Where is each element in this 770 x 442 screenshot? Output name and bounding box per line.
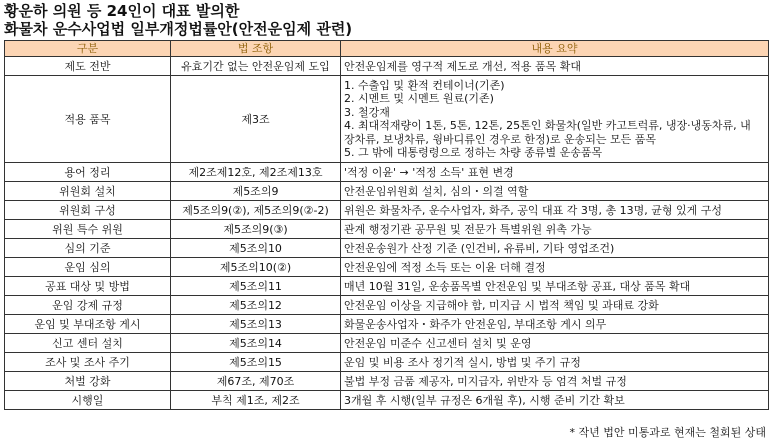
table-row: [5, 76, 769, 163]
bill-summary-table: [4, 40, 769, 410]
row-law: 제5조의9(③): [171, 220, 341, 239]
row-summary: 안전운임에 적정 소득 또는 이윤 더해 결정: [341, 258, 769, 277]
row-law: 제5조의12: [171, 296, 341, 315]
summary-list-item: 1. 수출입 및 환적 컨테이너(기존): [344, 78, 505, 92]
summary-list-item: 5. 그 밖에 대통령령으로 정하는 차량 종류별 운송품목: [344, 146, 603, 159]
row-category: 용어 정리: [5, 163, 171, 182]
row-summary: 불법 부정 금품 제공자, 미지급자, 위반자 등 엄격 처벌 규정: [341, 372, 769, 391]
table-row: [5, 182, 769, 201]
row-category: 제도 전반: [5, 57, 171, 76]
row-category: 운임 및 부대조항 게시: [5, 315, 171, 334]
row-law: 제5조의15: [171, 353, 341, 372]
row-law: 제5조의14: [171, 334, 341, 353]
summary-list-item: 장차류, 보냉차류, 윙바디류인 경우로 한정)로 운송되는 모든 품목: [344, 132, 657, 146]
row-summary: 안전운송원가 산정 기준 (인건비, 유류비, 기타 영업조건): [341, 239, 769, 258]
row-category: 운임 심의: [5, 258, 171, 277]
row-summary: 매년 10월 31일, 운송품목별 안전운임 및 부대조항 공표, 대상 품목 확대: [341, 277, 769, 296]
table-row: [5, 315, 769, 334]
table-row: [5, 220, 769, 239]
row-summary: 3개월 후 시행(일부 규정은 6개월 후), 시행 준비 기간 확보: [341, 391, 769, 410]
row-category: 적용 품목: [5, 76, 171, 163]
row-law: 제5조의9: [171, 182, 341, 201]
row-summary: 안전운임제를 영구적 제도로 개선, 적용 품목 확대: [341, 57, 769, 76]
table-row: [5, 57, 769, 76]
row-category: 위원 특수 위원: [5, 220, 171, 239]
row-category: 위원회 구성: [5, 201, 171, 220]
title-line-1: 황운하 의원 등 24인이 대표 발의한: [4, 2, 240, 20]
summary-list-item: 2. 시멘트 및 시멘트 원료(기존): [344, 92, 494, 105]
row-category: 운임 강제 규정: [5, 296, 171, 315]
row-summary: 운임 및 비용 조사 정기적 실시, 방법 및 주기 규정: [341, 353, 769, 372]
table-row: [5, 277, 769, 296]
summary-list-item: 3. 철강재: [344, 105, 390, 119]
table-row: [5, 201, 769, 220]
row-category: 신고 센터 설치: [5, 334, 171, 353]
row-category: 공표 대상 및 방법: [5, 277, 171, 296]
table-header-row: [5, 41, 769, 57]
row-law: 제5조의10: [171, 239, 341, 258]
row-summary: 안전운임 미준수 신고센터 설치 및 운영: [341, 334, 769, 353]
table-row: [5, 258, 769, 277]
header-summary: 내용 요약: [341, 41, 769, 57]
row-law: 제2조제12호, 제2조제13호: [171, 163, 341, 182]
row-summary: '적정 이윤' → '적정 소득' 표현 변경: [341, 163, 769, 182]
table-row: [5, 296, 769, 315]
table-row: [5, 353, 769, 372]
row-category: 처벌 강화: [5, 372, 171, 391]
row-law: 유효기간 없는 안전운임제 도입: [171, 57, 341, 76]
row-summary-list: [341, 76, 769, 163]
header-law: 법 조항: [171, 41, 341, 57]
row-law: 제5조의10(②): [171, 258, 341, 277]
row-summary: 안전운임위원회 설치, 심의・의결 역할: [341, 182, 769, 201]
row-summary: 화물운송사업자・화주가 안전운임, 부대조항 게시 의무: [341, 315, 769, 334]
row-category: 시행일: [5, 391, 171, 410]
header-category: 구분: [5, 41, 171, 57]
row-law: 제5조의11: [171, 277, 341, 296]
row-summary: 관계 행정기관 공무원 및 전문가 특별위원 위촉 가능: [341, 220, 769, 239]
table-row: [5, 391, 769, 410]
table-row: [5, 334, 769, 353]
title-line-2: 화물차 운수사업법 일부개정법률안(안전운임제 관련): [4, 20, 353, 38]
row-law: 제5조의9(②), 제5조의9(②-2): [171, 201, 341, 220]
table-row: [5, 163, 769, 182]
row-law: 제67조, 제70조: [171, 372, 341, 391]
table-row: [5, 239, 769, 258]
row-category: 위원회 설치: [5, 182, 171, 201]
row-summary: 안전운임 이상을 지급해야 함, 미지급 시 법적 책임 및 과태료 강화: [341, 296, 769, 315]
summary-list-item: 4. 최대적재량이 1톤, 5톤, 12톤, 25톤인 화물차(일반 카고트럭류, 냉장·냉동차류, 내: [344, 119, 751, 132]
table-row: [5, 372, 769, 391]
row-category: 조사 및 조사 주기: [5, 353, 171, 372]
row-summary: 위원은 화물차주, 운수사업자, 화주, 공익 대표 각 3명, 총 13명, 균형 있게 구성: [341, 201, 769, 220]
footnote: * 작년 법안 미통과로 현재는 철회된 상태: [569, 426, 766, 439]
row-law: 제5조의13: [171, 315, 341, 334]
row-category: 심의 기준: [5, 239, 171, 258]
row-law: 제3조: [171, 76, 341, 163]
row-law: 부칙 제1조, 제2조: [171, 391, 341, 410]
